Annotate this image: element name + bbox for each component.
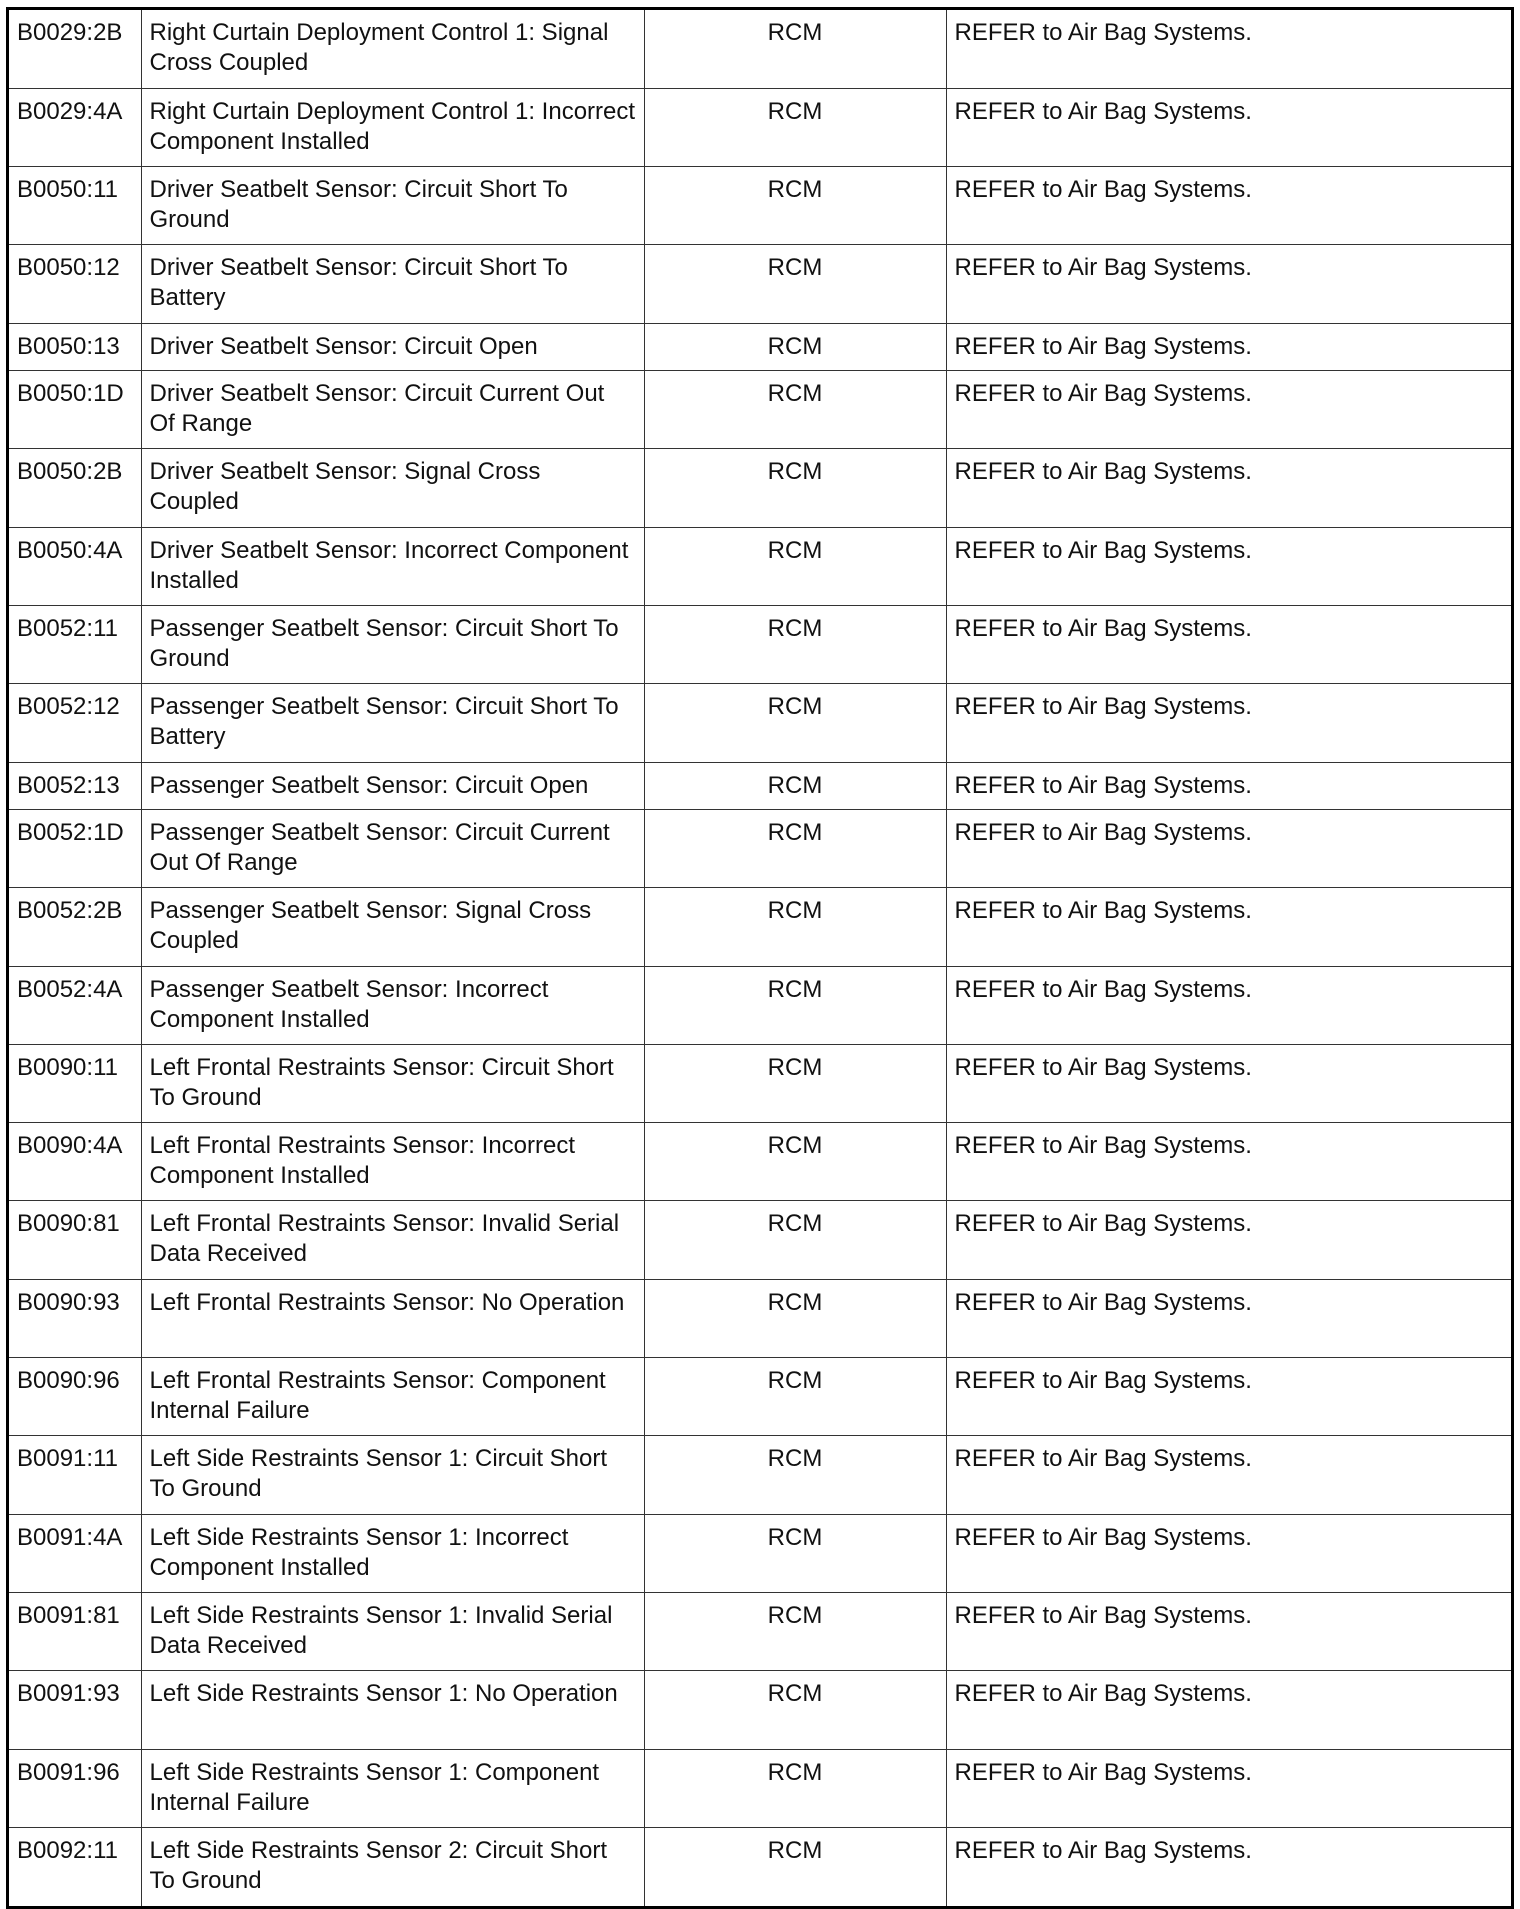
- dtc-code-cell: B0090:4A: [9, 1123, 141, 1201]
- table-row: [9, 1749, 1511, 1827]
- action-cell: REFER to Air Bag Systems.: [946, 1436, 1511, 1514]
- table-row: [9, 323, 1511, 370]
- dtc-code-cell: B0091:4A: [9, 1514, 141, 1592]
- action-cell: REFER to Air Bag Systems.: [946, 10, 1511, 88]
- dtc-description-cell: Right Curtain Deployment Control 1: Signal Cross Coupled: [141, 10, 644, 88]
- dtc-code-cell: B0090:11: [9, 1044, 141, 1122]
- module-cell: RCM: [644, 1123, 946, 1201]
- action-cell: REFER to Air Bag Systems.: [946, 605, 1511, 683]
- table-row: [9, 449, 1511, 527]
- dtc-description-cell: Left Frontal Restraints Sensor: Component Internal Failure: [141, 1358, 644, 1436]
- table-row: [9, 371, 1511, 449]
- dtc-code-cell: B0052:13: [9, 762, 141, 809]
- action-cell: REFER to Air Bag Systems.: [946, 371, 1511, 449]
- table-row: [9, 1592, 1511, 1670]
- module-cell: RCM: [644, 809, 946, 887]
- module-cell: RCM: [644, 88, 946, 166]
- table-row: [9, 888, 1511, 966]
- dtc-description-cell: Driver Seatbelt Sensor: Circuit Short To Ground: [141, 167, 644, 245]
- dtc-code-cell: B0090:96: [9, 1358, 141, 1436]
- table-row: [9, 809, 1511, 887]
- table-row: [9, 167, 1511, 245]
- action-cell: REFER to Air Bag Systems.: [946, 245, 1511, 323]
- dtc-description-cell: Left Frontal Restraints Sensor: Incorrect Component Installed: [141, 1123, 644, 1201]
- table-row: [9, 966, 1511, 1044]
- module-cell: RCM: [644, 1201, 946, 1279]
- dtc-description-cell: Passenger Seatbelt Sensor: Signal Cross Coupled: [141, 888, 644, 966]
- dtc-code-cell: B0091:96: [9, 1749, 141, 1827]
- action-cell: REFER to Air Bag Systems.: [946, 167, 1511, 245]
- table-row: [9, 527, 1511, 605]
- dtc-description-cell: Left Side Restraints Sensor 1: Component Internal Failure: [141, 1749, 644, 1827]
- action-cell: REFER to Air Bag Systems.: [946, 88, 1511, 166]
- dtc-description-cell: Driver Seatbelt Sensor: Incorrect Component Installed: [141, 527, 644, 605]
- dtc-description-cell: Right Curtain Deployment Control 1: Incorrect Component Installed: [141, 88, 644, 166]
- dtc-description-cell: Passenger Seatbelt Sensor: Circuit Open: [141, 762, 644, 809]
- dtc-code-cell: B0050:11: [9, 167, 141, 245]
- module-cell: RCM: [644, 10, 946, 88]
- table-row: [9, 1123, 1511, 1201]
- module-cell: RCM: [644, 1358, 946, 1436]
- dtc-description-cell: Driver Seatbelt Sensor: Circuit Short To Battery: [141, 245, 644, 323]
- table-row: [9, 1514, 1511, 1592]
- module-cell: RCM: [644, 888, 946, 966]
- table-row: [9, 88, 1511, 166]
- table-row: [9, 1044, 1511, 1122]
- dtc-table: [9, 10, 1511, 1906]
- module-cell: RCM: [644, 1749, 946, 1827]
- action-cell: REFER to Air Bag Systems.: [946, 1827, 1511, 1905]
- module-cell: RCM: [644, 1514, 946, 1592]
- dtc-description-cell: Left Side Restraints Sensor 2: Circuit Short To Ground: [141, 1827, 644, 1905]
- module-cell: RCM: [644, 1044, 946, 1122]
- dtc-description-cell: Driver Seatbelt Sensor: Signal Cross Coupled: [141, 449, 644, 527]
- action-cell: REFER to Air Bag Systems.: [946, 449, 1511, 527]
- dtc-code-cell: B0090:81: [9, 1201, 141, 1279]
- dtc-code-cell: B0052:11: [9, 605, 141, 683]
- dtc-description-cell: Passenger Seatbelt Sensor: Circuit Current Out Of Range: [141, 809, 644, 887]
- table-row: [9, 1671, 1511, 1749]
- action-cell: REFER to Air Bag Systems.: [946, 1279, 1511, 1357]
- dtc-description-cell: Left Side Restraints Sensor 1: No Operation: [141, 1671, 644, 1749]
- table-row: [9, 1358, 1511, 1436]
- dtc-description-cell: Driver Seatbelt Sensor: Circuit Open: [141, 323, 644, 370]
- dtc-description-cell: Left Side Restraints Sensor 1: Invalid Serial Data Received: [141, 1592, 644, 1670]
- table-row: [9, 605, 1511, 683]
- action-cell: REFER to Air Bag Systems.: [946, 1671, 1511, 1749]
- action-cell: REFER to Air Bag Systems.: [946, 527, 1511, 605]
- dtc-code-cell: B0050:1D: [9, 371, 141, 449]
- dtc-description-cell: Left Side Restraints Sensor 1: Incorrect Component Installed: [141, 1514, 644, 1592]
- dtc-description-cell: Left Frontal Restraints Sensor: No Operation: [141, 1279, 644, 1357]
- action-cell: REFER to Air Bag Systems.: [946, 1123, 1511, 1201]
- module-cell: RCM: [644, 684, 946, 762]
- module-cell: RCM: [644, 323, 946, 370]
- action-cell: REFER to Air Bag Systems.: [946, 966, 1511, 1044]
- module-cell: RCM: [644, 605, 946, 683]
- dtc-code-cell: B0050:2B: [9, 449, 141, 527]
- table-row: [9, 1201, 1511, 1279]
- dtc-code-cell: B0050:13: [9, 323, 141, 370]
- action-cell: REFER to Air Bag Systems.: [946, 684, 1511, 762]
- module-cell: RCM: [644, 966, 946, 1044]
- table-row: [9, 1436, 1511, 1514]
- module-cell: RCM: [644, 527, 946, 605]
- dtc-code-cell: B0052:1D: [9, 809, 141, 887]
- action-cell: REFER to Air Bag Systems.: [946, 1201, 1511, 1279]
- action-cell: REFER to Air Bag Systems.: [946, 1592, 1511, 1670]
- dtc-code-cell: B0052:12: [9, 684, 141, 762]
- module-cell: RCM: [644, 245, 946, 323]
- table-row: [9, 10, 1511, 88]
- module-cell: RCM: [644, 1827, 946, 1905]
- dtc-code-cell: B0091:81: [9, 1592, 141, 1670]
- module-cell: RCM: [644, 1592, 946, 1670]
- dtc-description-cell: Left Side Restraints Sensor 1: Circuit Short To Ground: [141, 1436, 644, 1514]
- dtc-code-cell: B0090:93: [9, 1279, 141, 1357]
- dtc-code-cell: B0052:2B: [9, 888, 141, 966]
- dtc-code-cell: B0091:93: [9, 1671, 141, 1749]
- table-row: [9, 1279, 1511, 1357]
- module-cell: RCM: [644, 371, 946, 449]
- action-cell: REFER to Air Bag Systems.: [946, 888, 1511, 966]
- dtc-code-cell: B0029:4A: [9, 88, 141, 166]
- dtc-code-cell: B0029:2B: [9, 10, 141, 88]
- action-cell: REFER to Air Bag Systems.: [946, 1749, 1511, 1827]
- dtc-code-cell: B0092:11: [9, 1827, 141, 1905]
- action-cell: REFER to Air Bag Systems.: [946, 1358, 1511, 1436]
- table-row: [9, 684, 1511, 762]
- module-cell: RCM: [644, 449, 946, 527]
- table-row: [9, 762, 1511, 809]
- action-cell: REFER to Air Bag Systems.: [946, 323, 1511, 370]
- action-cell: REFER to Air Bag Systems.: [946, 762, 1511, 809]
- action-cell: REFER to Air Bag Systems.: [946, 1044, 1511, 1122]
- dtc-description-cell: Left Frontal Restraints Sensor: Invalid Serial Data Received: [141, 1201, 644, 1279]
- dtc-code-cell: B0052:4A: [9, 966, 141, 1044]
- dtc-code-cell: B0050:12: [9, 245, 141, 323]
- module-cell: RCM: [644, 1436, 946, 1514]
- table-row: [9, 1827, 1511, 1905]
- dtc-code-cell: B0091:11: [9, 1436, 141, 1514]
- dtc-code-cell: B0050:4A: [9, 527, 141, 605]
- module-cell: RCM: [644, 762, 946, 809]
- action-cell: REFER to Air Bag Systems.: [946, 809, 1511, 887]
- dtc-description-cell: Passenger Seatbelt Sensor: Incorrect Component Installed: [141, 966, 644, 1044]
- dtc-table-sheet: [6, 7, 1514, 1909]
- action-cell: REFER to Air Bag Systems.: [946, 1514, 1511, 1592]
- table-row: [9, 245, 1511, 323]
- module-cell: RCM: [644, 1671, 946, 1749]
- module-cell: RCM: [644, 167, 946, 245]
- module-cell: RCM: [644, 1279, 946, 1357]
- dtc-description-cell: Passenger Seatbelt Sensor: Circuit Short To Ground: [141, 605, 644, 683]
- dtc-description-cell: Driver Seatbelt Sensor: Circuit Current Out Of Range: [141, 371, 644, 449]
- dtc-description-cell: Passenger Seatbelt Sensor: Circuit Short To Battery: [141, 684, 644, 762]
- dtc-description-cell: Left Frontal Restraints Sensor: Circuit Short To Ground: [141, 1044, 644, 1122]
